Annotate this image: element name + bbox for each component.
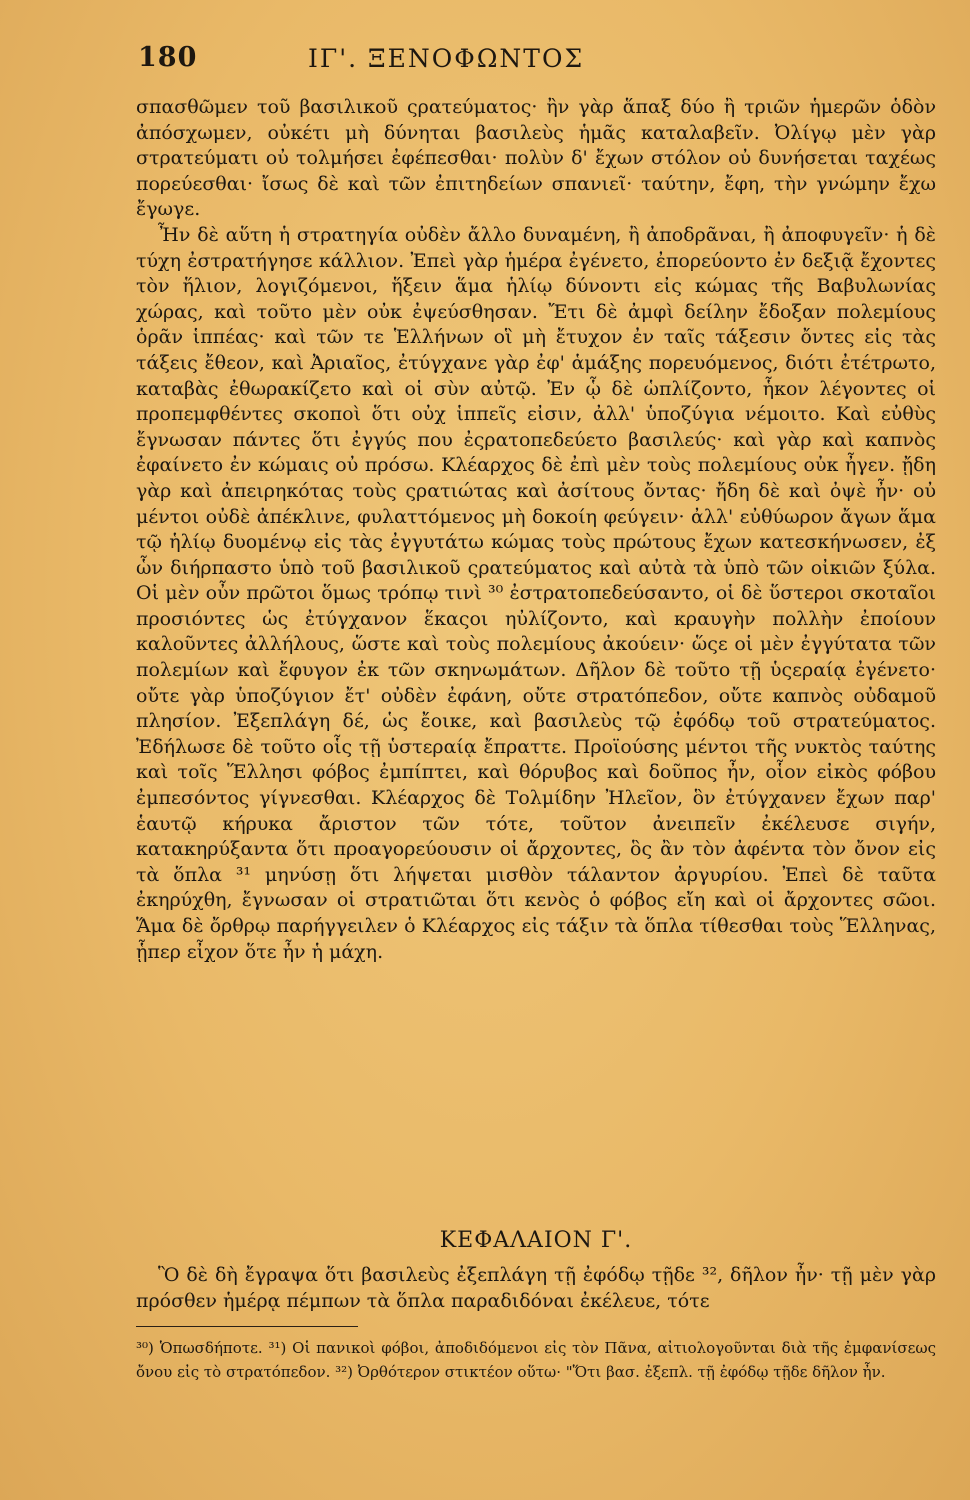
page-number: 180 [138,42,198,73]
page-header [138,42,938,82]
main-text [136,95,936,965]
chapter-opening-paragraph: Ὃ δὲ δὴ ἔγραψα ὅτι βασιλεὺς ἐξεπλάγη τῇ ἐφόδῳ τῇδε ³², δῆλον ἦν· τῇ μὲν γὰρ πρόσθεν ἡμέρᾳ πέμπων τὰ ὅπλα παραδιδόναι ἐκέλευε, τότε [136,1264,936,1312]
chapter-heading: ΚΕΦΑΛΑΙΟΝ Γ'. [439,1228,633,1253]
running-title: ΙΓ'. ΞΕΝΟΦΩΝΤΟΣ [308,44,585,73]
footnote-text: ³⁰) Ὁπωσδήποτε. ³¹) Οἱ πανικοὶ φόβοι, ἀποδιδόμενοι εἰς τὸν Πᾶνα, αἰτιολογοῦνται διὰ τῆς ἐμφανίσεως ὄνου εἰς τὸ στρατόπεδον. ³²) Ὀρθότερον στικτέον οὕτω· "Ὅτι βασ. ἐξεπλ. τῇ ἐφόδῳ τῇδε δῆλον ἦν. [136,1339,936,1381]
paragraph-main: Ἦν δὲ αὕτη ἡ στρατηγία οὐδὲν ἄλλο δυναμένη, ἢ ἀποδρᾶναι, ἢ ἀποφυγεῖν· ἡ δὲ τύχη ἐστρατήγησε κάλλιον. Ἐπεὶ γὰρ ἡμέρα ἐγένετο, ἐπορεύοντο ἐν δεξιᾷ ἔχοντες τὸν ἥλιον, λογιζόμενοι, ἥξειν ἅμα ἡλίῳ δύνοντι εἰς κώμας τῆς Βαβυλωνίας χώρας, καὶ τοῦτο μὲν οὐκ ἐψεύσθησαν. Ἔτι δὲ ἀμφὶ δείλην ἔδοξαν πολεμίους ὁρᾶν ἱππέας· καὶ τῶν τε Ἑλλήνων οἳ μὴ ἔτυχον ἐν ταῖς τάξεσιν ὄντες εἰς τὰς τάξεις ἔθεον, καὶ Ἀριαῖος, ἐτύγχανε γὰρ ἐφ' ἁμάξης πορευόμενος, διότι ἐτέτρωτο, καταβὰς ἐθωρακίζετο καὶ οἱ σὺν αὐτῷ. Ἐν ᾧ δὲ ὡπλίζοντο, ἧκον λέγοντες οἱ προπεμφθέντες σκοποὶ ὅτι οὐχ ἱππεῖς εἰσιν, ἀλλ' ὑποζύγια νέμοιτο. Καὶ εὐθὺς ἔγνωσαν πάντες ὅτι ἐγγύς που ἐςρατοπεδεύετο βασιλεύς· καὶ γὰρ καὶ καπνὸς ἐφαίνετο ἐν κώμαις οὐ πρόσω. Κλέαρχος δὲ ἐπὶ μὲν τοὺς πολεμίους οὐκ ἦγεν. ᾔδη γὰρ καὶ ἀπειρηκότας τοὺς ςρατιώτας καὶ ἀσίτους ὄντας· ἤδη δὲ καὶ ὀψὲ ἦν· οὐ μέντοι οὐδὲ ἀπέκλινε, φυλαττόμενος μὴ δοκοίη φεύγειν· ἀλλ' εὐθύωρον ἄγων ἅμα τῷ ἡλίῳ δυομένῳ εἰς τὰς ἐγγυτάτω κώμας τοὺς πρώτους ἔχων κατεσκήνωσεν, ἐξ ὧν διήρπαστο ὑπὸ τοῦ βασιλικοῦ ςρατεύματος καὶ αὐτὰ τὰ ὑπὸ τῶν οἰκιῶν ξύλα. Οἱ μὲν οὖν πρῶτοι ὅμως τρόπῳ τινὶ ³⁰ ἐστρατοπεδεύσαντο, οἱ δὲ ὕστεροι σκοταῖοι προσιόντες ὡς ἐτύγχανον ἕκαςοι ηὐλίζοντο, καὶ κραυγὴν πολλὴν ἐποίουν καλοῦντες ἀλλήλους, ὥστε καὶ τοὺς πολεμίους ἀκούειν· ὥςε οἱ μὲν ἐγγύτατα τῶν πολεμίων καὶ ἔφυγον ἐκ τῶν σκηνωμάτων. Δῆλον δὲ τοῦτο τῇ ὑςεραίᾳ ἐγένετο· οὔτε γὰρ ὑποζύγιον ἔτ' οὐδὲν ἐφάνη, οὔτε στρατόπεδον, οὔτε καπνὸς οὐδαμοῦ πλησίον. Ἐξεπλάγη δέ, ὡς ἔοικε, καὶ βασιλεὺς τῷ ἐφόδῳ τοῦ στρατεύματος. Ἐδήλωσε δὲ τοῦτο οἷς τῇ ὑστεραίᾳ ἔπραττε. Προϊούσης μέντοι τῆς νυκτὸς ταύτης καὶ τοῖς Ἕλλησι φόβος ἐμπίπτει, καὶ θόρυβος καὶ δοῦπος ἦν, οἷον εἰκὸς φόβου ἐμπεσόντος γίγνεσθαι. Κλέαρχος δὲ Τολμίδην Ἠλεῖον, ὃν ἐτύγχανεν ἔχων παρ' ἑαυτῷ κήρυκα ἄριστον τῶν τότε, τοῦτον ἀνειπεῖν ἐκέλευσε σιγήν, κατακηρύξαντα ὅτι προαγορεύουσιν οἱ ἄρχοντες, ὃς ἂν τὸν ἀφέντα τὸν ὄνον εἰς τὰ ὅπλα ³¹ μηνύσῃ ὅτι λήψεται μισθὸν τάλαντον ἀργυρίου. Ἐπεὶ δὲ ταῦτα ἐκηρύχθη, ἔγνωσαν οἱ στρατιῶται ὅτι κενὸς ὁ φόβος εἴη καὶ οἱ ἄρχοντες σῶοι. Ἅμα δὲ ὄρθρῳ παρήγγειλεν ὁ Κλέαρχος εἰς τάξιν τὰ ὅπλα τίθεσθαι τοὺς Ἕλληνας, ᾗπερ εἶχον ὅτε ἦν ἡ μάχη. [136,223,936,963]
footnote-divider [136,1326,358,1327]
footnotes [136,1336,936,1384]
paragraph-continuation: σπασθῶμεν τοῦ βασιλικοῦ ςρατεύματος· ἢν γὰρ ἅπαξ δύο ἢ τριῶν ἡμερῶν ὁδὸν ἀπόσχωμεν, οὐκέτι μὴ δύνηται βασιλεὺς ἡμᾶς καταλαβεῖν. Ὀλίγῳ μὲν γὰρ στρατεύματι οὐ τολμήσει ἐφέπεσθαι· πολὺν δ' ἔχων στόλον οὐ δυνήσεται ταχέως πορεύεσθαι· ἴσως δὲ καὶ τῶν ἐπιτηδείων σπανιεῖ· ταύτην, ἔφη, τὴν γνώμην ἔχω ἔγωγε. [136,96,936,221]
